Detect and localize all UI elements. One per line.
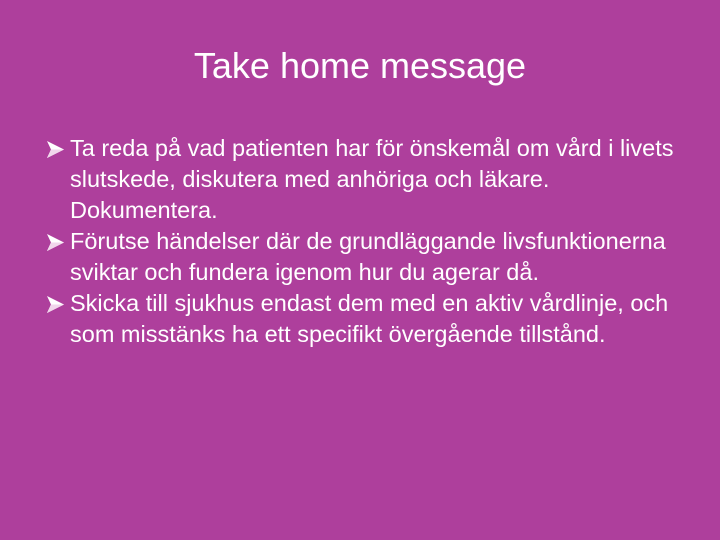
- arrowhead-bullet-icon: [46, 226, 66, 257]
- bullet-item: [46, 133, 696, 226]
- slide-title: Take home message: [193, 45, 527, 86]
- bullet-text: Ta reda på vad patienten har för önskemål om vård i livets slutskede, diskutera med anhöriga och läkare. Dokumentera.: [70, 135, 674, 223]
- bullet-text: Skicka till sjukhus endast dem med en aktiv vårdlinje, och som misstänks ha ett specifikt övergående tillstånd.: [70, 290, 669, 347]
- arrowhead-bullet-icon: [46, 133, 66, 164]
- bullet-list: [46, 133, 696, 350]
- bullet-item: [46, 288, 696, 350]
- bullet-text: Förutse händelser där de grundläggande livsfunktionerna sviktar och fundera igenom hur du agerar då.: [70, 228, 666, 285]
- bullet-item: [46, 226, 696, 288]
- arrowhead-bullet-icon: [46, 288, 66, 319]
